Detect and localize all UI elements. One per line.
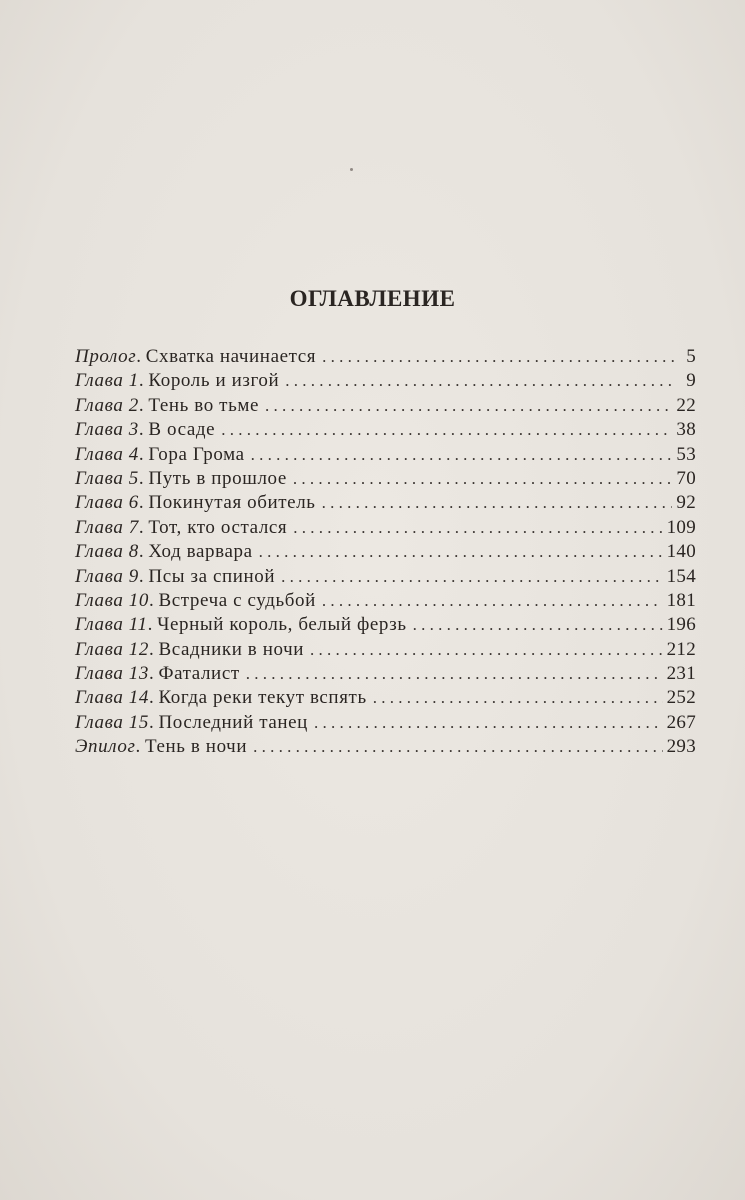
toc-entry: [75, 418, 696, 442]
dot-leader: [310, 638, 663, 662]
toc-entry-title: Король и изгой: [148, 370, 280, 392]
toc-entry-separator: .: [138, 394, 149, 416]
toc-entry-label: Глава 9: [75, 565, 139, 587]
toc-entry-title: В осаде: [148, 419, 216, 441]
toc-entry: [75, 345, 696, 369]
toc-entry-label: Глава 8: [75, 541, 139, 563]
toc-entry: [75, 711, 696, 735]
toc-entry-label: Глава 4: [75, 443, 139, 465]
toc-entry-separator: .: [138, 541, 149, 563]
toc-entry-page-number: 196: [666, 614, 696, 636]
print-speck: [350, 168, 353, 171]
toc-entry-page-number: 109: [666, 516, 696, 538]
dot-leader: [293, 516, 662, 540]
toc-entry-label: Глава 11: [75, 614, 148, 636]
toc-entry-title: Черный король, белый ферзь: [157, 614, 407, 636]
toc-entry-label: Глава 5: [75, 467, 139, 489]
toc-entry-title: Покинутая обитель: [148, 492, 316, 514]
dot-leader: [253, 735, 662, 759]
toc-entry-label: Пролог: [75, 346, 137, 367]
toc-entry: [75, 613, 696, 637]
toc-entry-label: Глава 1: [75, 370, 139, 392]
dot-leader: [413, 613, 663, 637]
toc-entry-page-number: 231: [666, 663, 696, 685]
toc-entry-label: Глава 15: [75, 711, 149, 733]
toc-entry-title: Фаталист: [158, 663, 240, 685]
toc-entry-label: Глава 2: [75, 394, 139, 416]
dot-leader: [221, 418, 672, 442]
toc-entry: [75, 565, 696, 589]
toc-entry: [75, 394, 696, 418]
toc-entry-title: Тень во тьме: [148, 394, 260, 416]
toc-entry-title: Путь в прошлое: [148, 467, 287, 489]
toc-entry-label: Глава 13: [75, 663, 149, 685]
toc-entry-page-number: 212: [666, 638, 696, 660]
toc-entry: [75, 589, 696, 613]
toc-entry: [75, 686, 696, 710]
toc-entry-page-number: 92: [676, 492, 696, 514]
toc-entry: [75, 638, 696, 662]
toc-entry-label: Глава 6: [75, 492, 139, 514]
toc-entry-title: Встреча с судьбой: [158, 589, 316, 611]
toc-entry: [75, 467, 696, 491]
dot-leader: [281, 565, 662, 589]
toc-entry-label: Эпилог: [75, 736, 136, 758]
toc-entry-separator: .: [135, 736, 145, 758]
toc-entry: [75, 516, 696, 540]
toc-entry-page-number: 252: [666, 687, 696, 709]
toc-entry-separator: .: [138, 467, 149, 489]
toc-entry-title: Гора Грома: [148, 443, 245, 465]
toc-entry-page-number: 140: [666, 541, 696, 563]
toc-entry-separator: .: [148, 711, 159, 733]
toc-entry-label: Глава 10: [75, 589, 149, 611]
toc-entry-label: Глава 14: [75, 687, 149, 709]
dot-leader: [259, 540, 663, 564]
toc-entry-separator: .: [148, 687, 159, 709]
toc-entry: [75, 491, 696, 515]
toc-entry-separator: .: [138, 492, 149, 514]
toc-entry-page-number: 267: [666, 711, 696, 733]
toc-entry: [75, 662, 696, 686]
toc-entry-page-number: 154: [666, 565, 696, 587]
toc-entry-title: Последний танец: [158, 711, 308, 733]
toc-entry-separator: .: [147, 614, 158, 636]
dot-leader: [246, 662, 663, 686]
toc-entry-page-number: 5: [686, 346, 696, 367]
toc-entry-separator: .: [138, 370, 149, 392]
toc-entry-title: Тень в ночи: [144, 736, 248, 758]
toc-entry-page-number: 38: [676, 419, 696, 441]
toc-entry-separator: .: [148, 663, 159, 685]
toc-entry-separator: .: [138, 565, 149, 587]
toc-entry-label: Глава 3: [75, 419, 139, 441]
toc-entry-title: Схватка начинается: [145, 346, 317, 367]
toc-entry-title: Псы за спиной: [148, 565, 276, 587]
toc-entry-label: Глава 12: [75, 638, 149, 660]
dot-leader: [285, 369, 674, 393]
toc-entry-title: Всадники в ночи: [158, 638, 305, 660]
toc-entry-separator: .: [148, 589, 159, 611]
toc-entry-separator: .: [136, 346, 146, 367]
toc-entry-title: Ход варвара: [148, 541, 253, 563]
toc-entry-page-number: 181: [666, 589, 696, 611]
table-of-contents: [75, 345, 696, 760]
dot-leader: [322, 491, 673, 515]
toc-entry: [75, 540, 696, 564]
toc-entry: [75, 735, 696, 759]
dot-leader: [322, 345, 674, 369]
toc-entry-separator: .: [138, 443, 149, 465]
toc-entry-separator: .: [138, 419, 149, 441]
dot-leader: [251, 443, 673, 467]
toc-entry-page-number: 70: [676, 467, 696, 489]
toc-entry-title: Когда реки текут вспять: [158, 687, 367, 709]
dot-leader: [373, 686, 663, 710]
toc-entry-separator: .: [138, 516, 149, 538]
dot-leader: [314, 711, 663, 735]
toc-entry-title: Тот, кто остался: [148, 516, 288, 538]
toc-entry: [75, 369, 696, 393]
toc-entry-separator: .: [148, 638, 159, 660]
dot-leader: [293, 467, 672, 491]
toc-entry-page-number: 22: [676, 394, 696, 416]
toc-entry-label: Глава 7: [75, 516, 139, 538]
dot-leader: [265, 394, 672, 418]
toc-entry-page-number: 293: [666, 736, 696, 758]
toc-title: ОГЛАВЛЕНИЕ: [289, 286, 456, 311]
dot-leader: [322, 589, 663, 613]
toc-entry: [75, 443, 696, 467]
toc-entry-page-number: 9: [686, 370, 696, 392]
toc-entry-page-number: 53: [676, 443, 696, 465]
